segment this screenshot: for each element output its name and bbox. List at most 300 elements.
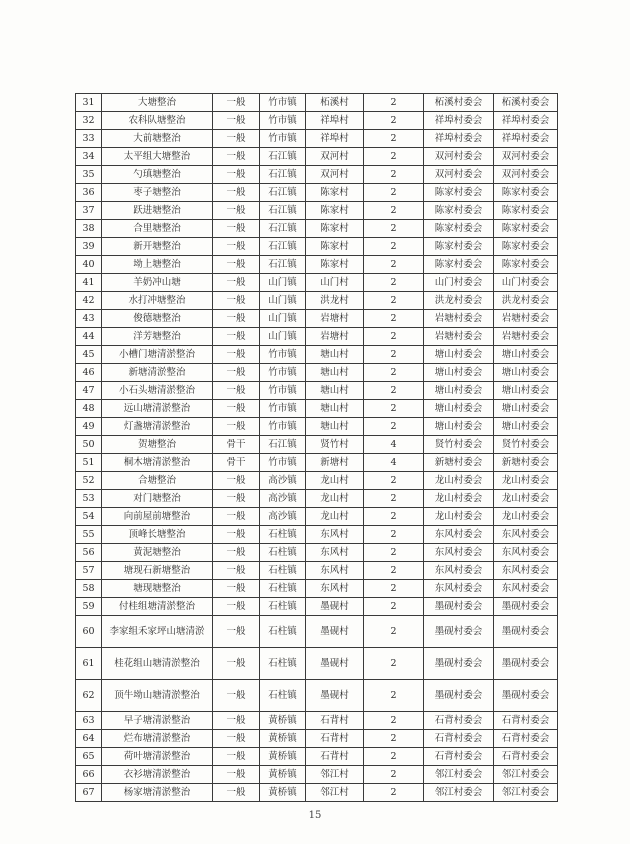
row-number-cell: 33 <box>76 130 102 148</box>
owner-cell: 贤竹村委会 <box>494 436 558 454</box>
quantity-cell: 2 <box>364 130 424 148</box>
owner-cell: 双河村委会 <box>494 148 558 166</box>
village-cell: 邻江村 <box>306 784 364 802</box>
quantity-cell: 2 <box>364 562 424 580</box>
row-number-cell: 55 <box>76 526 102 544</box>
town-cell: 山门镇 <box>260 328 306 346</box>
project-name-cell: 跃进塘整治 <box>102 202 213 220</box>
category-cell: 一般 <box>213 148 260 166</box>
village-cell: 陈家村 <box>306 220 364 238</box>
village-cell: 龙山村 <box>306 508 364 526</box>
row-number-cell: 48 <box>76 400 102 418</box>
village-cell: 陈家村 <box>306 238 364 256</box>
implementer-cell: 墨砚村委会 <box>424 616 494 648</box>
town-cell: 竹市镇 <box>260 346 306 364</box>
town-cell: 高沙镇 <box>260 490 306 508</box>
project-name-cell: 合里塘整治 <box>102 220 213 238</box>
table-row <box>76 310 558 328</box>
implementer-cell: 双河村委会 <box>424 166 494 184</box>
project-name-cell: 大塘整治 <box>102 94 213 112</box>
table-row <box>76 292 558 310</box>
implementer-cell: 东风村委会 <box>424 562 494 580</box>
category-cell: 一般 <box>213 238 260 256</box>
village-cell: 贤竹村 <box>306 436 364 454</box>
table-row <box>76 220 558 238</box>
town-cell: 石江镇 <box>260 166 306 184</box>
quantity-cell: 2 <box>364 148 424 166</box>
owner-cell: 祥埠村委会 <box>494 130 558 148</box>
table-row <box>76 766 558 784</box>
project-name-cell: 农科队塘整治 <box>102 112 213 130</box>
quantity-cell: 2 <box>364 94 424 112</box>
quantity-cell: 2 <box>364 112 424 130</box>
project-name-cell: 合塘整治 <box>102 472 213 490</box>
owner-cell: 山门村委会 <box>494 274 558 292</box>
project-name-cell: 早子塘清淤整治 <box>102 712 213 730</box>
row-number-cell: 56 <box>76 544 102 562</box>
owner-cell: 龙山村委会 <box>494 508 558 526</box>
town-cell: 石柱镇 <box>260 616 306 648</box>
category-cell: 骨干 <box>213 454 260 472</box>
category-cell: 一般 <box>213 472 260 490</box>
quantity-cell: 2 <box>364 256 424 274</box>
project-name-cell: 黄泥塘整治 <box>102 544 213 562</box>
table-row <box>76 112 558 130</box>
owner-cell: 墨砚村委会 <box>494 680 558 712</box>
village-cell: 塘山村 <box>306 382 364 400</box>
row-number-cell: 45 <box>76 346 102 364</box>
project-name-cell: 勺瑱塘整治 <box>102 166 213 184</box>
implementer-cell: 洪龙村委会 <box>424 292 494 310</box>
category-cell: 一般 <box>213 166 260 184</box>
quantity-cell: 4 <box>364 454 424 472</box>
quantity-cell: 2 <box>364 472 424 490</box>
implementer-cell: 塘山村委会 <box>424 346 494 364</box>
town-cell: 山门镇 <box>260 310 306 328</box>
implementer-cell: 石背村委会 <box>424 730 494 748</box>
table-row <box>76 648 558 680</box>
table-row <box>76 382 558 400</box>
row-number-cell: 59 <box>76 598 102 616</box>
implementer-cell: 祥埠村委会 <box>424 130 494 148</box>
town-cell: 黄桥镇 <box>260 712 306 730</box>
category-cell: 一般 <box>213 580 260 598</box>
quantity-cell: 2 <box>364 328 424 346</box>
quantity-cell: 2 <box>364 526 424 544</box>
table-row <box>76 256 558 274</box>
implementer-cell: 新塘村委会 <box>424 454 494 472</box>
town-cell: 黄桥镇 <box>260 766 306 784</box>
row-number-cell: 40 <box>76 256 102 274</box>
implementer-cell: 陈家村委会 <box>424 220 494 238</box>
owner-cell: 东风村委会 <box>494 562 558 580</box>
town-cell: 高沙镇 <box>260 472 306 490</box>
row-number-cell: 31 <box>76 94 102 112</box>
quantity-cell: 2 <box>364 184 424 202</box>
row-number-cell: 54 <box>76 508 102 526</box>
town-cell: 竹市镇 <box>260 382 306 400</box>
table-row <box>76 400 558 418</box>
category-cell: 一般 <box>213 648 260 680</box>
owner-cell: 邻江村委会 <box>494 766 558 784</box>
category-cell: 一般 <box>213 202 260 220</box>
village-cell: 东风村 <box>306 562 364 580</box>
row-number-cell: 44 <box>76 328 102 346</box>
project-name-cell: 远山塘清淤整治 <box>102 400 213 418</box>
owner-cell: 双河村委会 <box>494 166 558 184</box>
owner-cell: 石背村委会 <box>494 730 558 748</box>
table-row <box>76 730 558 748</box>
row-number-cell: 37 <box>76 202 102 220</box>
category-cell: 一般 <box>213 526 260 544</box>
implementer-cell: 邻江村委会 <box>424 766 494 784</box>
town-cell: 竹市镇 <box>260 364 306 382</box>
town-cell: 竹市镇 <box>260 400 306 418</box>
town-cell: 石江镇 <box>260 256 306 274</box>
town-cell: 石江镇 <box>260 202 306 220</box>
row-number-cell: 46 <box>76 364 102 382</box>
town-cell: 石柱镇 <box>260 526 306 544</box>
implementer-cell: 陈家村委会 <box>424 202 494 220</box>
category-cell: 一般 <box>213 292 260 310</box>
category-cell: 一般 <box>213 544 260 562</box>
owner-cell: 龙山村委会 <box>494 490 558 508</box>
row-number-cell: 61 <box>76 648 102 680</box>
project-name-cell: 李家组禾家坪山塘清淤 <box>102 616 213 648</box>
table-row <box>76 580 558 598</box>
table-row <box>76 238 558 256</box>
town-cell: 竹市镇 <box>260 130 306 148</box>
table-row <box>76 616 558 648</box>
table-row <box>76 784 558 802</box>
category-cell: 一般 <box>213 112 260 130</box>
implementer-cell: 塘山村委会 <box>424 382 494 400</box>
project-name-cell: 枣子塘整治 <box>102 184 213 202</box>
row-number-cell: 38 <box>76 220 102 238</box>
quantity-cell: 2 <box>364 766 424 784</box>
owner-cell: 陈家村委会 <box>494 202 558 220</box>
row-number-cell: 32 <box>76 112 102 130</box>
quantity-cell: 2 <box>364 220 424 238</box>
row-number-cell: 47 <box>76 382 102 400</box>
project-name-cell: 烂布塘清淤整治 <box>102 730 213 748</box>
village-cell: 陈家村 <box>306 184 364 202</box>
village-cell: 洪龙村 <box>306 292 364 310</box>
project-name-cell: 对门塘整治 <box>102 490 213 508</box>
quantity-cell: 2 <box>364 730 424 748</box>
owner-cell: 洪龙村委会 <box>494 292 558 310</box>
table-row <box>76 748 558 766</box>
town-cell: 山门镇 <box>260 274 306 292</box>
owner-cell: 塘山村委会 <box>494 364 558 382</box>
project-table <box>75 93 558 802</box>
owner-cell: 墨砚村委会 <box>494 616 558 648</box>
implementer-cell: 石背村委会 <box>424 748 494 766</box>
village-cell: 岩塘村 <box>306 310 364 328</box>
category-cell: 一般 <box>213 712 260 730</box>
owner-cell: 邻江村委会 <box>494 784 558 802</box>
category-cell: 一般 <box>213 766 260 784</box>
category-cell: 一般 <box>213 418 260 436</box>
category-cell: 一般 <box>213 508 260 526</box>
implementer-cell: 塘山村委会 <box>424 364 494 382</box>
table-row <box>76 274 558 292</box>
village-cell: 双河村 <box>306 148 364 166</box>
quantity-cell: 2 <box>364 544 424 562</box>
implementer-cell: 岩塘村委会 <box>424 328 494 346</box>
village-cell: 塘山村 <box>306 346 364 364</box>
owner-cell: 塘山村委会 <box>494 346 558 364</box>
category-cell: 一般 <box>213 382 260 400</box>
implementer-cell: 塘山村委会 <box>424 418 494 436</box>
row-number-cell: 43 <box>76 310 102 328</box>
row-number-cell: 36 <box>76 184 102 202</box>
implementer-cell: 墨砚村委会 <box>424 680 494 712</box>
owner-cell: 塘山村委会 <box>494 382 558 400</box>
table-row <box>76 712 558 730</box>
project-name-cell: 新塘清淤整治 <box>102 364 213 382</box>
row-number-cell: 52 <box>76 472 102 490</box>
town-cell: 石江镇 <box>260 220 306 238</box>
implementer-cell: 东风村委会 <box>424 526 494 544</box>
category-cell: 一般 <box>213 220 260 238</box>
row-number-cell: 34 <box>76 148 102 166</box>
village-cell: 邻江村 <box>306 766 364 784</box>
owner-cell: 塘山村委会 <box>494 400 558 418</box>
village-cell: 柘溪村 <box>306 94 364 112</box>
implementer-cell: 东风村委会 <box>424 580 494 598</box>
row-number-cell: 42 <box>76 292 102 310</box>
implementer-cell: 山门村委会 <box>424 274 494 292</box>
project-name-cell: 塘现塘整治 <box>102 580 213 598</box>
table-row <box>76 202 558 220</box>
quantity-cell: 2 <box>364 292 424 310</box>
project-name-cell: 付桂组塘清淤整治 <box>102 598 213 616</box>
owner-cell: 陈家村委会 <box>494 256 558 274</box>
category-cell: 一般 <box>213 184 260 202</box>
project-name-cell: 塘现石新塘整治 <box>102 562 213 580</box>
table-row <box>76 418 558 436</box>
quantity-cell: 2 <box>364 346 424 364</box>
row-number-cell: 58 <box>76 580 102 598</box>
project-name-cell: 衣衫塘清淤整治 <box>102 766 213 784</box>
implementer-cell: 岩塘村委会 <box>424 310 494 328</box>
implementer-cell: 墨砚村委会 <box>424 648 494 680</box>
table-row <box>76 436 558 454</box>
category-cell: 一般 <box>213 274 260 292</box>
implementer-cell: 塘山村委会 <box>424 400 494 418</box>
quantity-cell: 2 <box>364 598 424 616</box>
quantity-cell: 2 <box>364 382 424 400</box>
implementer-cell: 陈家村委会 <box>424 184 494 202</box>
village-cell: 东风村 <box>306 526 364 544</box>
row-number-cell: 66 <box>76 766 102 784</box>
owner-cell: 柘溪村委会 <box>494 94 558 112</box>
village-cell: 陈家村 <box>306 256 364 274</box>
table-row <box>76 544 558 562</box>
implementer-cell: 双河村委会 <box>424 148 494 166</box>
village-cell: 石背村 <box>306 748 364 766</box>
quantity-cell: 2 <box>364 166 424 184</box>
quantity-cell: 2 <box>364 418 424 436</box>
row-number-cell: 67 <box>76 784 102 802</box>
owner-cell: 东风村委会 <box>494 580 558 598</box>
town-cell: 黄桥镇 <box>260 730 306 748</box>
category-cell: 一般 <box>213 364 260 382</box>
category-cell: 一般 <box>213 680 260 712</box>
table-row <box>76 94 558 112</box>
village-cell: 塘山村 <box>306 364 364 382</box>
town-cell: 石柱镇 <box>260 648 306 680</box>
quantity-cell: 2 <box>364 580 424 598</box>
project-name-cell: 水打冲塘整治 <box>102 292 213 310</box>
table-row <box>76 508 558 526</box>
owner-cell: 龙山村委会 <box>494 472 558 490</box>
village-cell: 墨砚村 <box>306 616 364 648</box>
category-cell: 一般 <box>213 616 260 648</box>
table-row <box>76 184 558 202</box>
owner-cell: 陈家村委会 <box>494 184 558 202</box>
quantity-cell: 2 <box>364 648 424 680</box>
village-cell: 东风村 <box>306 544 364 562</box>
table-row <box>76 364 558 382</box>
project-name-cell: 小槽门塘清淤整治 <box>102 346 213 364</box>
village-cell: 龙山村 <box>306 490 364 508</box>
village-cell: 塘山村 <box>306 400 364 418</box>
quantity-cell: 2 <box>364 712 424 730</box>
village-cell: 祥埠村 <box>306 130 364 148</box>
project-name-cell: 坳上塘整治 <box>102 256 213 274</box>
table-row <box>76 680 558 712</box>
quantity-cell: 2 <box>364 748 424 766</box>
village-cell: 墨砚村 <box>306 598 364 616</box>
owner-cell: 陈家村委会 <box>494 238 558 256</box>
village-cell: 龙山村 <box>306 472 364 490</box>
table-row <box>76 490 558 508</box>
row-number-cell: 64 <box>76 730 102 748</box>
row-number-cell: 63 <box>76 712 102 730</box>
implementer-cell: 龙山村委会 <box>424 508 494 526</box>
row-number-cell: 49 <box>76 418 102 436</box>
category-cell: 一般 <box>213 310 260 328</box>
category-cell: 一般 <box>213 784 260 802</box>
implementer-cell: 石背村委会 <box>424 712 494 730</box>
table-body <box>76 94 558 802</box>
table-row <box>76 454 558 472</box>
village-cell: 双河村 <box>306 166 364 184</box>
project-name-cell: 向前屋前塘整治 <box>102 508 213 526</box>
table-row <box>76 130 558 148</box>
category-cell: 一般 <box>213 598 260 616</box>
owner-cell: 墨砚村委会 <box>494 598 558 616</box>
project-name-cell: 桂花组山塘清淤整治 <box>102 648 213 680</box>
town-cell: 山门镇 <box>260 292 306 310</box>
project-name-cell: 羊奶冲山塘 <box>102 274 213 292</box>
town-cell: 石江镇 <box>260 238 306 256</box>
village-cell: 东风村 <box>306 580 364 598</box>
owner-cell: 塘山村委会 <box>494 418 558 436</box>
category-cell: 一般 <box>213 562 260 580</box>
town-cell: 竹市镇 <box>260 112 306 130</box>
village-cell: 石背村 <box>306 712 364 730</box>
village-cell: 山门村 <box>306 274 364 292</box>
owner-cell: 岩塘村委会 <box>494 328 558 346</box>
table-row <box>76 526 558 544</box>
project-name-cell: 新开塘整治 <box>102 238 213 256</box>
implementer-cell: 东风村委会 <box>424 544 494 562</box>
row-number-cell: 65 <box>76 748 102 766</box>
row-number-cell: 39 <box>76 238 102 256</box>
row-number-cell: 35 <box>76 166 102 184</box>
town-cell: 石江镇 <box>260 148 306 166</box>
town-cell: 石江镇 <box>260 184 306 202</box>
project-name-cell: 俊德塘整治 <box>102 310 213 328</box>
town-cell: 石柱镇 <box>260 544 306 562</box>
town-cell: 高沙镇 <box>260 508 306 526</box>
quantity-cell: 2 <box>364 400 424 418</box>
project-name-cell: 小石头塘清淤整治 <box>102 382 213 400</box>
village-cell: 塘山村 <box>306 418 364 436</box>
owner-cell: 石背村委会 <box>494 712 558 730</box>
town-cell: 石柱镇 <box>260 562 306 580</box>
table-row <box>76 148 558 166</box>
row-number-cell: 53 <box>76 490 102 508</box>
quantity-cell: 2 <box>364 364 424 382</box>
village-cell: 陈家村 <box>306 202 364 220</box>
quantity-cell: 2 <box>364 508 424 526</box>
town-cell: 竹市镇 <box>260 454 306 472</box>
implementer-cell: 贤竹村委会 <box>424 436 494 454</box>
table-row <box>76 346 558 364</box>
category-cell: 一般 <box>213 490 260 508</box>
row-number-cell: 41 <box>76 274 102 292</box>
owner-cell: 东风村委会 <box>494 526 558 544</box>
town-cell: 黄桥镇 <box>260 748 306 766</box>
category-cell: 骨干 <box>213 436 260 454</box>
implementer-cell: 柘溪村委会 <box>424 94 494 112</box>
project-name-cell: 顶峰长塘整治 <box>102 526 213 544</box>
category-cell: 一般 <box>213 346 260 364</box>
category-cell: 一般 <box>213 328 260 346</box>
implementer-cell: 墨砚村委会 <box>424 598 494 616</box>
village-cell: 新塘村 <box>306 454 364 472</box>
category-cell: 一般 <box>213 400 260 418</box>
town-cell: 竹市镇 <box>260 418 306 436</box>
category-cell: 一般 <box>213 130 260 148</box>
implementer-cell: 祥埠村委会 <box>424 112 494 130</box>
implementer-cell: 龙山村委会 <box>424 490 494 508</box>
table-row <box>76 562 558 580</box>
village-cell: 祥埠村 <box>306 112 364 130</box>
project-name-cell: 荷叶塘清淤整治 <box>102 748 213 766</box>
town-cell: 黄桥镇 <box>260 784 306 802</box>
project-name-cell: 杨家塘清淤整治 <box>102 784 213 802</box>
quantity-cell: 2 <box>364 490 424 508</box>
project-name-cell: 灯盏塘清淤整治 <box>102 418 213 436</box>
owner-cell: 东风村委会 <box>494 544 558 562</box>
village-cell: 墨砚村 <box>306 680 364 712</box>
quantity-cell: 2 <box>364 784 424 802</box>
project-name-cell: 贺塘整治 <box>102 436 213 454</box>
town-cell: 石柱镇 <box>260 580 306 598</box>
quantity-cell: 2 <box>364 310 424 328</box>
project-name-cell: 桐木塘清淤整治 <box>102 454 213 472</box>
row-number-cell: 60 <box>76 616 102 648</box>
owner-cell: 陈家村委会 <box>494 220 558 238</box>
quantity-cell: 2 <box>364 616 424 648</box>
implementer-cell: 邻江村委会 <box>424 784 494 802</box>
town-cell: 石柱镇 <box>260 598 306 616</box>
